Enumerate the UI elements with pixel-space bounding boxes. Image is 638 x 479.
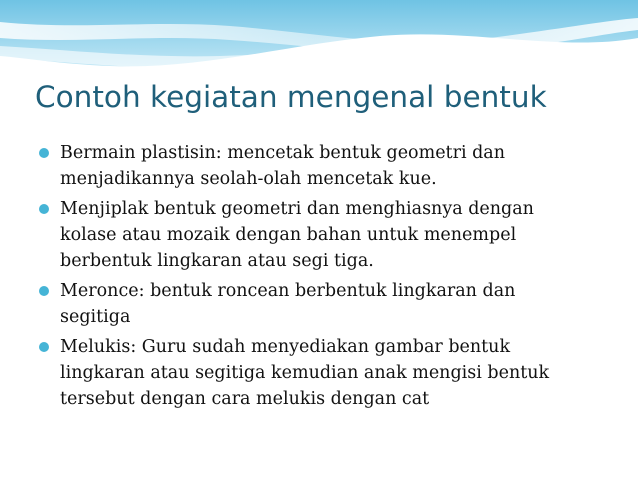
bullet-dot-icon — [39, 204, 49, 214]
bullet-list — [38, 140, 628, 416]
bullet-line: segitiga — [60, 307, 131, 327]
bullet-line: Melukis: Guru sudah menyediakan gambar bentuk — [60, 337, 511, 357]
bullet-item — [38, 140, 628, 192]
bullet-line: menjadikannya seolah-olah mencetak kue. — [60, 169, 437, 189]
bullet-line: Menjiplak bentuk geometri dan menghiasnya dengan — [60, 199, 534, 219]
bullet-line: Bermain plastisin: mencetak bentuk geometri dan — [60, 143, 506, 163]
bullet-line: Meronce: bentuk roncean berbentuk lingkaran dan — [60, 281, 516, 301]
slide-title: Contoh kegiatan mengenal bentuk — [35, 80, 547, 114]
bullet-line: kolase atau mozaik dengan bahan untuk menempel — [60, 225, 517, 245]
bullet-line: lingkaran atau segitiga kemudian anak mengisi bentuk — [60, 363, 550, 383]
decorative-wave-header — [0, 0, 638, 80]
bullet-item — [38, 278, 628, 330]
bullet-dot-icon — [39, 286, 49, 296]
bullet-dot-icon — [39, 342, 49, 352]
bullet-item — [38, 196, 628, 274]
bullet-line: berbentuk lingkaran atau segi tiga. — [60, 251, 374, 271]
bullet-line: tersebut dengan cara melukis dengan cat — [60, 389, 430, 409]
bullet-dot-icon — [39, 148, 49, 158]
bullet-item — [38, 334, 628, 412]
